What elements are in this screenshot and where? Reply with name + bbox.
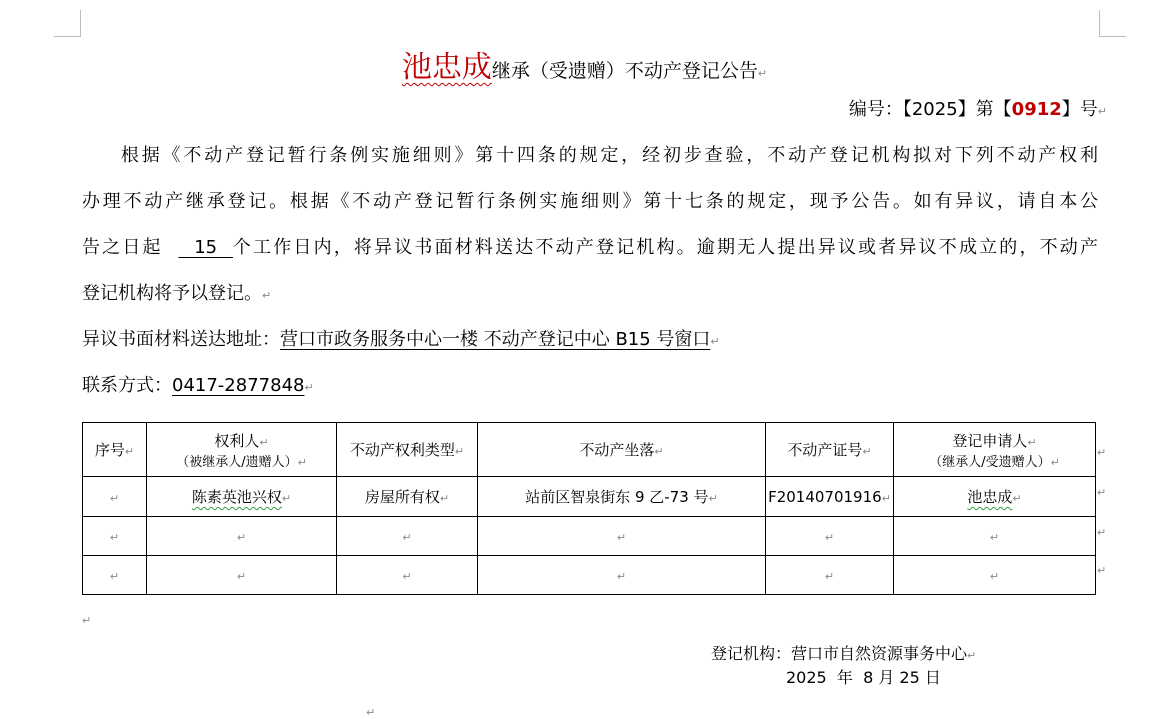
- header-cell-right-type: 不动产权利类型↵: [337, 423, 478, 477]
- table-cell: ↵: [894, 517, 1096, 556]
- header-main: 不动产坐落: [579, 441, 655, 459]
- row-end-mark: ↵: [1097, 486, 1107, 499]
- body-text-4: 登记机构将予以登记。: [82, 283, 262, 304]
- header-main: 登记申请人: [952, 431, 1028, 450]
- table-cell: ↵: [337, 556, 478, 595]
- table-cell: ↵: [147, 517, 337, 556]
- table-cell: ↵: [83, 477, 147, 517]
- address-label: 异议书面材料送达地址：: [82, 329, 280, 350]
- body-text-3-suffix: 个工作日内，将异议书面材料送达不动产登记机构。逾期无人提出异议或者异议不成立的，不动产: [232, 237, 1098, 258]
- table-cell: ↵: [766, 517, 894, 556]
- property-table: [82, 422, 1096, 595]
- header-cell-applicant: 登记申请人↵ （继承人/受遗赠人）↵: [894, 423, 1096, 477]
- row-end-mark: ↵: [1097, 526, 1107, 539]
- paragraph-mark: ↵: [82, 614, 92, 627]
- serial-prefix: 编号：【: [848, 99, 912, 120]
- address-value: 营口市政务服务中心一楼 不动产登记中心 B15 号窗口: [280, 329, 711, 350]
- address-line: [82, 325, 1098, 351]
- paragraph-mark: ↵: [967, 649, 977, 662]
- notice-date: 2025 年 8 月 25 日: [786, 668, 941, 687]
- header-cell-owner: 权利人↵ （被继承人/遗赠人）↵: [147, 423, 337, 477]
- body-line-2: 办理不动产继承登记。根据《不动产登记暂行条例实施细则》第十七条的规定，现予公告。如有异议，请自本公: [82, 191, 1098, 212]
- serial-code: 0912: [1011, 99, 1062, 120]
- paragraph-mark: ↵: [710, 335, 720, 348]
- table-cell: 陈素英池兴权↵: [147, 477, 337, 517]
- table-cell: ↵: [478, 556, 766, 595]
- header-cell-index: 序号↵: [83, 423, 147, 477]
- contact-phone: 0417-2877848: [172, 375, 305, 396]
- header-sub: （被继承人/遗赠人）: [176, 454, 298, 470]
- header-sub: （继承人/受遗赠人）: [929, 454, 1051, 470]
- applicant-name: 池忠成: [967, 488, 1013, 506]
- table-cell: ↵: [766, 556, 894, 595]
- body-text-1: 根据《不动产登记暂行条例实施细则》第十四条的规定，经初步查验，不动产登记机构拟对下列不动产权利: [118, 145, 1098, 166]
- authority-label: 登记机构：: [711, 644, 792, 663]
- serial-year: 2025: [911, 99, 958, 120]
- days-number: 15: [194, 237, 218, 258]
- owner-name: 陈素英池兴权: [191, 488, 282, 506]
- table-cell: F20140701916↵: [766, 477, 894, 517]
- paragraph-mark: ↵: [757, 67, 768, 80]
- row-end-mark: ↵: [1097, 446, 1107, 459]
- table-row: [83, 517, 1096, 556]
- table-cell: ↵: [478, 517, 766, 556]
- table-cell: ↵: [83, 517, 147, 556]
- paragraph-mark: ↵: [304, 381, 314, 394]
- table-cell: ↵: [337, 517, 478, 556]
- table-header-row: [83, 423, 1096, 477]
- table-cell: 池忠成↵: [894, 477, 1096, 517]
- header-cell-location: 不动产坐落↵: [478, 423, 766, 477]
- certificate-number: F20140701916: [768, 487, 882, 506]
- page-corner-top-right: [1099, 10, 1126, 37]
- serial-middle: 】第【: [957, 99, 1012, 120]
- paragraph-mark: ↵: [1097, 105, 1107, 118]
- header-main: 权利人: [214, 431, 260, 450]
- table-cell: ↵: [147, 556, 337, 595]
- body-text-3-prefix: 告之日起: [82, 237, 163, 258]
- right-type: 房屋所有权: [364, 488, 440, 506]
- serial-number: [849, 95, 1107, 121]
- authority-name: 营口市自然资源事务中心: [791, 644, 968, 663]
- paragraph-mark: ↵: [366, 706, 376, 719]
- table-row: [83, 556, 1096, 595]
- property-location: 站前区智泉街东 9 乙-73 号: [525, 488, 709, 506]
- header-cell-certificate: 不动产证号↵: [766, 423, 894, 477]
- table-cell: ↵: [894, 556, 1096, 595]
- contact-label: 联系方式：: [82, 375, 172, 396]
- body-line-1: [82, 141, 1098, 167]
- body-line-3: [82, 233, 1098, 259]
- registration-authority: [711, 641, 976, 664]
- days-value: [178, 237, 232, 258]
- serial-suffix: 】号: [1061, 99, 1098, 120]
- contact-line: [82, 371, 1098, 397]
- page-corner-top-left: [54, 10, 81, 37]
- table-cell: 站前区智泉街东 9 乙-73 号↵: [478, 477, 766, 517]
- header-main: 不动产证号: [787, 441, 863, 459]
- title-name: 池忠成: [401, 50, 492, 85]
- paragraph-mark: ↵: [262, 289, 272, 302]
- row-end-mark: ↵: [1097, 564, 1107, 577]
- body-line-4: [82, 279, 1098, 305]
- table-row: [83, 477, 1096, 517]
- header-main: 序号: [94, 441, 125, 459]
- title-rest: 继承（受遗赠）不动产登记公告: [491, 60, 758, 82]
- table-cell: ↵: [83, 556, 147, 595]
- header-main: 不动产权利类型: [349, 441, 455, 459]
- notice-title: [0, 42, 1169, 86]
- table-cell: 房屋所有权↵: [337, 477, 478, 517]
